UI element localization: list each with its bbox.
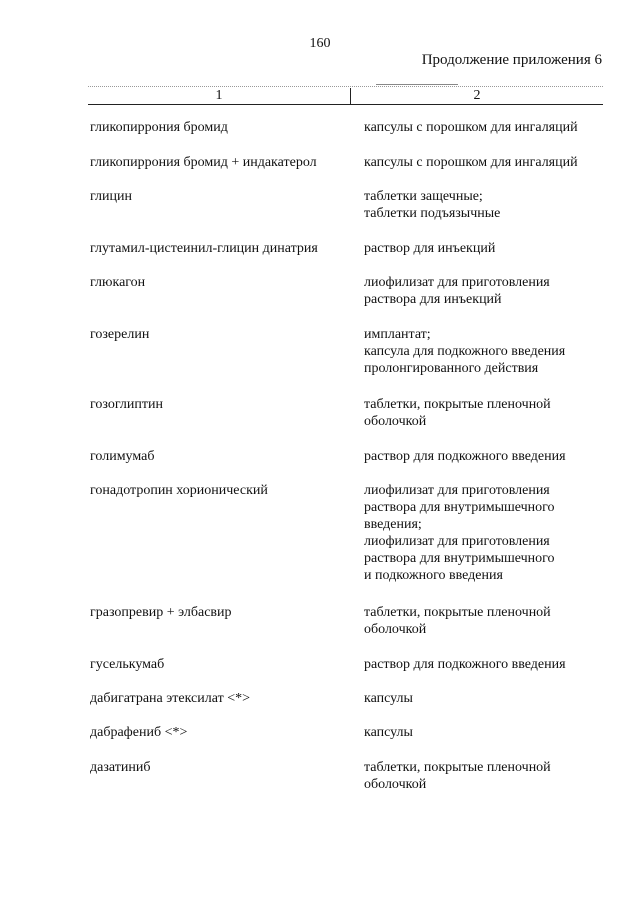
dosage-form-line: таблетки подъязычные xyxy=(364,206,501,221)
drug-name: дазатиниб xyxy=(90,760,151,775)
header-short-rule xyxy=(376,84,458,85)
drug-name: гонадотропин хорионический xyxy=(90,483,268,498)
dosage-form-line: введения; xyxy=(364,517,422,532)
drug-name: дабрафениб <*> xyxy=(90,725,188,740)
dosage-form-line: раствора для инъекций xyxy=(364,292,502,307)
drug-name: глюкагон xyxy=(90,275,146,290)
dosage-form-line: раствор для подкожного введения xyxy=(364,449,566,464)
column-header-1: 1 xyxy=(88,88,351,104)
dosage-form-line: таблетки, покрытые пленочной xyxy=(364,760,551,775)
drug-name: гуселькумаб xyxy=(90,657,165,672)
dosage-form-line: капсулы с порошком для ингаляций xyxy=(364,120,578,135)
dosage-forms xyxy=(364,448,604,465)
dosage-forms xyxy=(364,604,604,638)
page-number: 160 xyxy=(309,36,331,51)
drug-name: гликопиррония бромид xyxy=(90,120,228,135)
header-dotted-rule xyxy=(88,86,603,87)
dosage-forms xyxy=(364,188,604,222)
dosage-forms xyxy=(364,154,604,171)
column-header-2: 2 xyxy=(473,88,481,103)
dosage-forms xyxy=(364,326,604,377)
dosage-forms xyxy=(364,240,604,257)
dosage-form-line: раствор для подкожного введения xyxy=(364,657,566,672)
drug-name: дабигатрана этексилат <*> xyxy=(90,691,251,706)
dosage-form-line: лиофилизат для приготовления xyxy=(364,534,550,549)
dosage-form-line: капсулы с порошком для ингаляций xyxy=(364,155,578,170)
dosage-form-line: капсула для подкожного введения xyxy=(364,344,566,359)
dosage-form-line: оболочкой xyxy=(364,777,427,792)
drug-name: глутамил-цистеинил-глицин динатрия xyxy=(90,241,318,256)
dosage-form-line: таблетки, покрытые пленочной xyxy=(364,605,551,620)
drug-name: гозерелин xyxy=(90,327,150,342)
drug-name: гликопиррония бромид + индакатерол xyxy=(90,155,317,170)
dosage-form-line: таблетки, покрытые пленочной xyxy=(364,397,551,412)
dosage-form-line: лиофилизат для приготовления xyxy=(364,483,550,498)
table-header xyxy=(88,88,603,105)
dosage-form-line: капсулы xyxy=(364,725,413,740)
dosage-form-line: раствора для внутримышечного xyxy=(364,500,555,515)
dosage-form-line: оболочкой xyxy=(364,414,427,429)
drug-name: голимумаб xyxy=(90,449,155,464)
drug-name: гозоглиптин xyxy=(90,397,163,412)
dosage-forms xyxy=(364,759,604,793)
dosage-forms xyxy=(364,690,604,707)
dosage-forms xyxy=(364,482,604,584)
dosage-form-line: таблетки защечные; xyxy=(364,189,483,204)
drug-name: глицин xyxy=(90,189,132,204)
continuation-title: Продолжение приложения 6 xyxy=(421,52,602,68)
dosage-form-line: раствора для внутримышечного xyxy=(364,551,555,566)
dosage-forms xyxy=(364,656,604,673)
dosage-form-line: капсулы xyxy=(364,691,413,706)
dosage-forms xyxy=(364,724,604,741)
dosage-form-line: оболочкой xyxy=(364,622,427,637)
dosage-forms xyxy=(364,396,604,430)
dosage-form-line: лиофилизат для приготовления xyxy=(364,275,550,290)
dosage-form-line: раствор для инъекций xyxy=(364,241,496,256)
dosage-forms xyxy=(364,119,604,136)
dosage-form-line: пролонгированного действия xyxy=(364,361,539,376)
dosage-form-line: имплантат; xyxy=(364,327,431,342)
drug-name: гразопревир + элбасвир xyxy=(90,605,232,620)
dosage-forms xyxy=(364,274,604,308)
dosage-form-line: и подкожного введения xyxy=(364,568,503,583)
